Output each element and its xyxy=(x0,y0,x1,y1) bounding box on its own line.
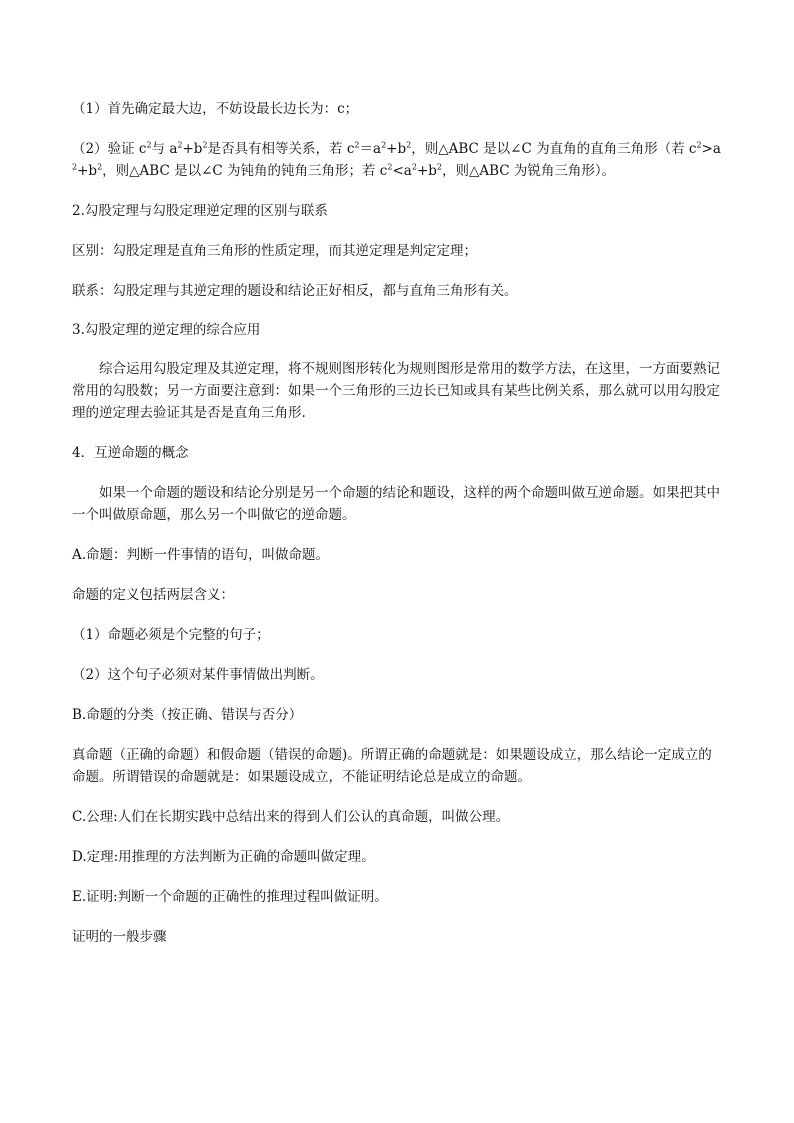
paragraph-connection: 联系：勾股定理与其逆定理的题设和结论正好相反，都与直角三角形有关。 xyxy=(72,283,518,299)
paragraph-converse-application: 综合运用勾股定理及其逆定理，将不规则图形转化为规则图形是常用的数学方法，在这里，一方面要熟记常用的勾股数；另一方面要注意到：如果一个三角形的三边长已知或具有某些比例关系，那么就可以用勾股定理的逆定理去验证其是否是直角三角形. xyxy=(72,361,720,421)
paragraph-proposition-a: A.命题：判断一件事情的语句，叫做命题。 xyxy=(72,547,330,563)
paragraph-meaning-2: （2）这个句子必须对某件事情做出判断。 xyxy=(72,667,324,683)
paragraph-proposition-b: B.命题的分类（按正确、错误与否分） xyxy=(72,707,303,723)
paragraph-proposition-meaning: 命题的定义包括两层含义： xyxy=(72,587,234,603)
paragraph-converse-definition: 如果一个命题的题设和结论分别是另一个命题的结论和题设，这样的两个命题叫做互逆命题。如果把其中一个叫做原命题，那么另一个叫做它的逆命题。 xyxy=(72,485,720,523)
heading-converse-propositions: 4．互逆命题的概念 xyxy=(72,445,189,461)
paragraph-proof-e: E.证明:判断一个命题的正确性的推理过程叫做证明。 xyxy=(72,889,388,905)
paragraph-true-false: 真命题（正确的命题）和假命题（错误的命题)。所谓正确的命题就是：如果题设成立，那么结论一定成立的命题。所谓错误的命题就是：如果题设成立，不能证明结论总是成立的命题。 xyxy=(72,747,712,785)
paragraph-step-1: （1）首先确定最大边，不妨设最长边长为：c； xyxy=(72,101,359,117)
paragraph-theorem-d: D.定理:用推理的方法判断为正确的命题叫做定理。 xyxy=(72,849,375,865)
paragraph-proof-steps: 证明的一般步骤 xyxy=(72,929,167,945)
paragraph-axiom-c: C.公理:人们在长期实践中总结出来的得到人们公认的真命题，叫做公理。 xyxy=(72,809,510,825)
paragraph-meaning-1: （1）命题必须是个完整的句子； xyxy=(72,627,270,643)
paragraph-difference: 区别：勾股定理是直角三角形的性质定理，而其逆定理是判定定理； xyxy=(72,243,477,259)
paragraph-step-2: （2）验证 $c^2$与 $a^2+b^2$是否具有相等关系，若 $c^2=a^2+b^2$，则△ABC 是以∠C 为直角的直角三角形（若 $c^2>a^2+b^2$，则△ABC 是以∠C 为钝角的钝角三角形；若 $c^2<a^2+b^2$，则△ABC 为锐角三角形）。 xyxy=(72,140,721,179)
heading-theorem-difference: 2.勾股定理与勾股定理逆定理的区别与联系 xyxy=(72,203,328,219)
heading-converse-application: 3.勾股定理的逆定理的综合应用 xyxy=(72,322,261,338)
